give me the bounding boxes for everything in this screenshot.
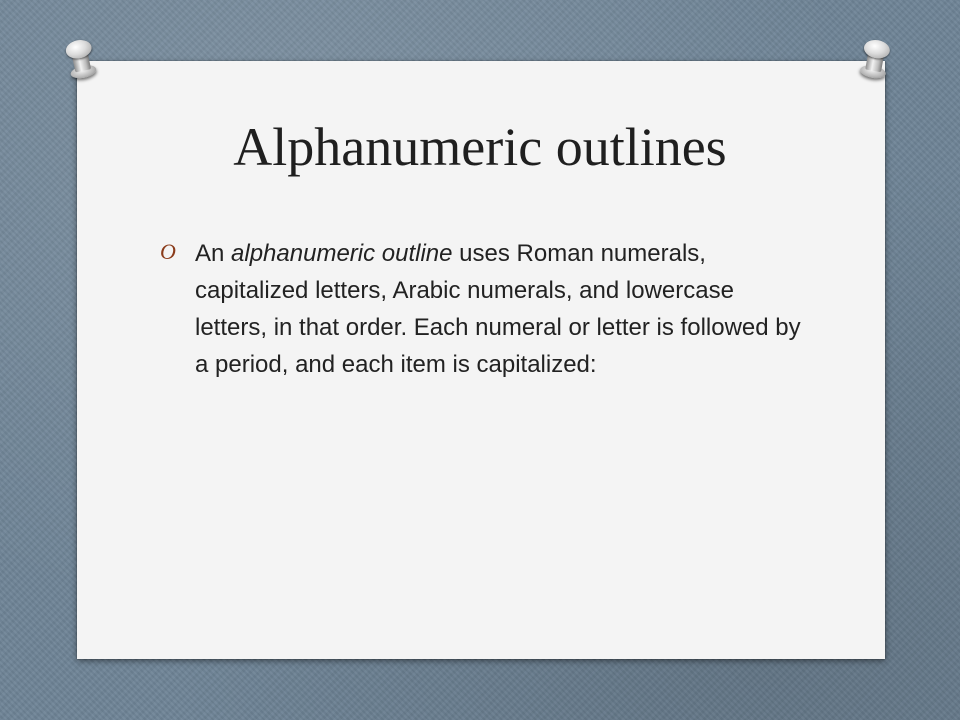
pushpin-left-icon [60,37,102,83]
bullet-item [160,235,810,383]
slide-title: Alphanumeric outlines [233,117,727,177]
bullet-text-after: uses Roman numerals, capitalized letters, Arabic numerals, and lowercase letters, in that order. Each numeral or letter is followed by a period, and each item is capitalized: [195,240,801,378]
bullet-text [195,235,810,383]
bullet-text-before: An [195,240,232,267]
bullet-text-emphasis: alphanumeric outline [231,240,453,267]
bullet-marker-icon: O [160,239,176,264]
pushpin-right-icon [855,37,895,82]
